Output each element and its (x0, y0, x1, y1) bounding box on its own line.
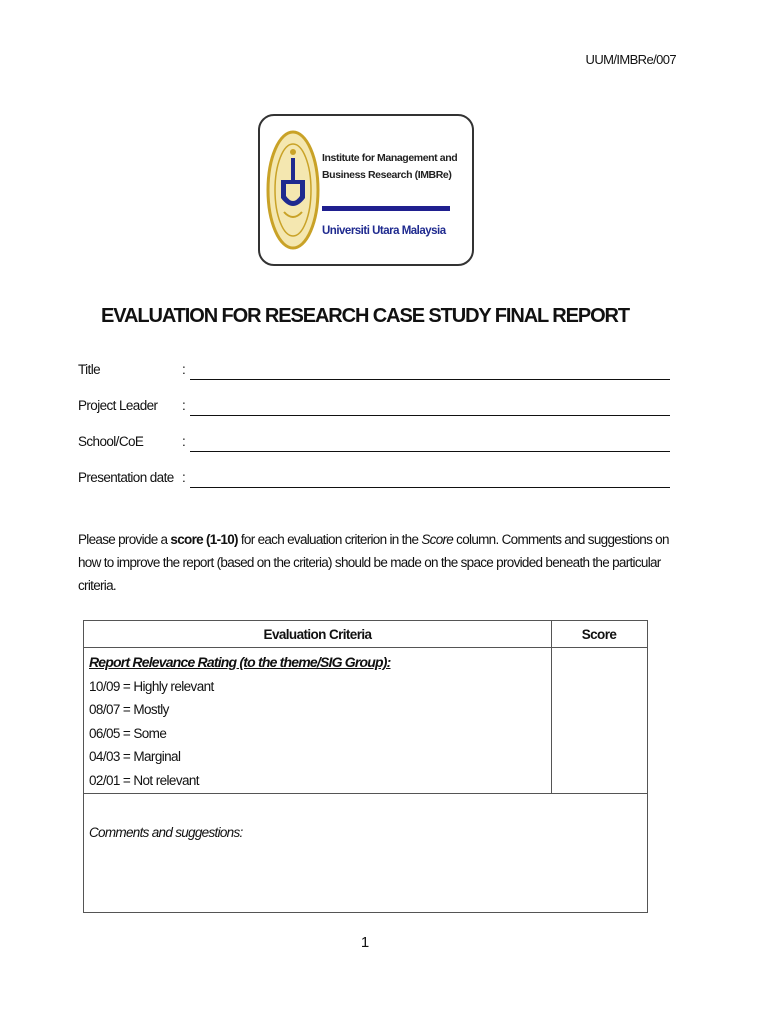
rating-item: 06/05 = Some (89, 726, 167, 741)
field-colon: : (182, 362, 186, 377)
rating-item: 08/07 = Mostly (89, 702, 169, 717)
header-evaluation-criteria: Evaluation Criteria (263, 627, 372, 642)
rating-item: 02/01 = Not relevant (89, 773, 199, 788)
instructions-text: for each evaluation criterion in the (237, 532, 422, 547)
field-label-title: Title (78, 362, 101, 377)
field-colon: : (182, 434, 186, 449)
table-divider (84, 793, 647, 794)
institute-name: Institute for Management and Business Research (IMBRe) (322, 152, 458, 181)
instructions-text: Please provide a (78, 532, 171, 547)
university-name: Universiti Utara Malaysia (322, 225, 446, 237)
instructions-text: column. Comments and suggestions on how to improve the report (based on the criteria) should be made on the space provided beneath the particular criteria. (78, 532, 669, 593)
institute-logo (258, 114, 474, 266)
project-leader-input-line[interactable] (190, 398, 670, 416)
page-number: 1 (360, 934, 370, 951)
evaluation-table (83, 620, 648, 913)
logo-divider (322, 206, 450, 211)
score-cell[interactable] (552, 648, 647, 792)
field-label-presentation-date: Presentation date (78, 470, 174, 485)
school-coe-input-line[interactable] (190, 434, 670, 452)
document-code: UUM/IMBRe/007 (585, 52, 676, 67)
instructions-paragraph (78, 528, 688, 597)
field-colon: : (182, 470, 186, 485)
header-score: Score (581, 627, 617, 642)
form-title: EVALUATION FOR RESEARCH CASE STUDY FINAL REPORT (101, 305, 629, 327)
instructions-score-column: Score (421, 532, 454, 547)
instructions-score-range: score (1-10) (170, 532, 238, 547)
rating-item: 10/09 = Highly relevant (89, 679, 214, 694)
relevance-section-title: Report Relevance Rating (to the theme/SIG Group): (89, 654, 391, 670)
comments-area[interactable] (85, 846, 646, 910)
rating-item: 04/03 = Marginal (89, 749, 181, 764)
comments-label: Comments and suggestions: (89, 825, 243, 840)
presentation-date-input-line[interactable] (190, 470, 670, 488)
field-label-school-coe: School/CoE (78, 434, 144, 449)
field-colon: : (182, 398, 186, 413)
title-input-line[interactable] (190, 362, 670, 380)
uum-seal-icon (266, 128, 320, 252)
field-label-project-leader: Project Leader (78, 398, 158, 413)
